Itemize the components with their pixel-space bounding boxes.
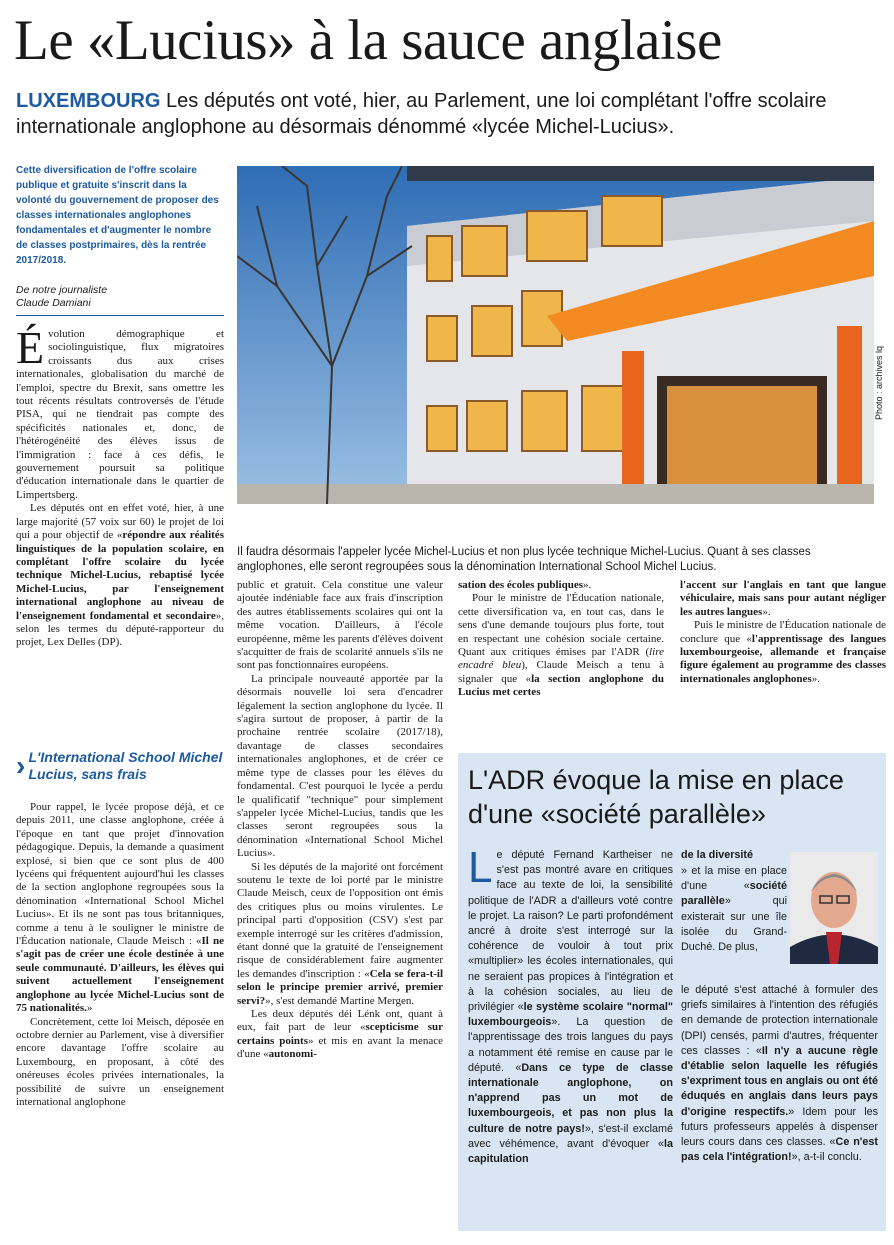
column-2	[237, 579, 443, 1062]
photo-credit: Photo : archives lq	[874, 345, 884, 420]
column-1-bottom	[16, 801, 224, 1109]
drop-cap: L	[468, 843, 493, 892]
deck-text: Les députés ont voté, hier, au Parlement, une loi complétant l'offre scolaire internationale anglophone au désormais dénommé «lycée Michel-Lucius».	[16, 90, 827, 138]
paragraph: Les députés ont en effet voté, hier, à une large majorité (57 voix sur 60) le projet de loi qui a pour objectif de «	[16, 502, 224, 542]
quote: Il ne s'agit pas de créer une école destinée à une seule communauté. D'ailleurs, les élèves qui suivent actuellement l'enseignement anglophone au lycée Michel-Lucius sont de 75 nationalités.	[16, 935, 224, 1015]
quote: sation des écoles publiques	[458, 579, 583, 591]
reference: lire encadré bleu	[458, 646, 664, 672]
deck	[16, 88, 884, 140]
box-column-2-bottom	[681, 983, 878, 1165]
box-column-1	[468, 843, 674, 1167]
subheading-text: L'International School Michel Lucius, sans frais	[28, 749, 223, 782]
paragraph: », selon les termes du député-rapporteur du projet, Lex Delles (DP).	[16, 609, 224, 649]
subheading	[16, 749, 226, 783]
paragraph: » et la mise en place d'une «société parallèle» qui existerait sur une île isolée du Grand-Duché. De plus,	[681, 865, 787, 954]
chevron-right-icon: ›	[16, 750, 26, 781]
school-photo	[237, 166, 874, 504]
quote: de la diversité	[681, 849, 754, 861]
paragraph: », s'est-il exclamé avec véhémence, avant d'évoquer «	[468, 1122, 674, 1150]
quote: l'accent sur l'anglais en tant que langue véhiculaire, mais sans pour autant négliger les autres langues	[680, 579, 886, 618]
drop-cap: É	[16, 322, 45, 373]
portrait-photo	[790, 852, 878, 964]
byline-role: De notre journaliste	[16, 284, 108, 296]
quote: répondre aux réalités linguistiques de la population scolaire, en complétant l'offre scolaire du lycée technique Michel-Lucius, rebaptisé lycée Michel-Lucius, par l'enseignement international anglophone au niveau de l'enseignement fondamental et secondaire	[16, 529, 224, 622]
box-column-2-top	[681, 848, 787, 863]
quote: le système scolaire "normal" luxembourgeois	[468, 1001, 673, 1029]
paragraph: Pour le ministre de l'Éducation nationale, cette diversification va, en tout cas, dans le sens d'une demande toujours plus forte, tout en respectant une cohésion sociale certaine. Quant aux critiques émises par l'ADR (	[458, 592, 664, 659]
column-3	[458, 579, 664, 700]
box-title: L'ADR évoque la mise en place d'une «société parallèle»	[468, 765, 844, 829]
quote: Dans ce type de classe internationale anglophone, on n'apprend pas un mot de luxembourgeois, et pas non plus la culture de notre pays!	[468, 1061, 673, 1135]
quote-close: »	[86, 1002, 93, 1015]
quote: l'apprentissage des langues luxembourgeoise, allemande et française figure également au programme des classes internationales anglophones	[680, 632, 886, 685]
quote: la capitulation	[468, 1137, 673, 1166]
paragraph: e député Fernand Kartheiser ne s'est pas montré avare en critiques face au texte de loi, la sensibilité politique de l'ADR a d'ailleurs voté contre le projet. La raison? Le parti profondément ancré à droite s'est interrogé sur la cohérence de vouloir à tout prix «multiplier» les écoles internationales, qui ne seraient pas propices à l'intégration et à la cohésion sociales, au lieu de privilégier «	[468, 849, 673, 1014]
byline	[16, 284, 224, 310]
paragraph: La principale nouveauté apportée par la désormais nouvelle loi sera d'encadrer légalement la section anglophone du lycée. Il s'agira surtout de proposer, à partir de la prochaine rentrée scolaire (2017/18), davantage de classes secondaires internationales anglophones, et de créer ce même type de classes pour les élèves du fondamental. C'est pourquoi le lycée a perdu le qualificatif "technique" pour simplement s'appeler lycée Michel-Lucius, tandis que les classes seront regroupées sous la dénomination «International School Michel Lucius».	[237, 672, 443, 860]
photo-caption: Il faudra désormais l'appeler lycée Michel-Lucius et non plus lycée technique Michel-Lucius. Quant à ses classes anglophones, elle seront regroupées sous la dénomination International School Michel Lucius.	[237, 546, 811, 573]
paragraph: volution démographique et sociolinguistique, flux migratoires croissants dus aux crises internationales, globalisation du marché de l'emploi, spectre du Brexit, sans omettre les tout récents résultats controversés de l'étude PISA, qui ne tiendrait pas compte des spécificités nationales et, donc, de l'hétérogénéité des élèves issus de l'immigration : face à ces défis, le gouvernement poursuit sa politique d'éducation internationale dans le quartier de Limpertsberg.	[16, 328, 224, 501]
paragraph: Pour rappel, le lycée propose déjà, et ce depuis 2011, une classe anglophone, créée à l'époque en tant que projet d'innovation pédagogique. Depuis, la demande a quasiment explosé, si bien que ce sont plus de 400 lycéens qui fréquentent aujourd'hui les classes de la section anglophone regroupées sous la dénomination «International School Michel Lucius». Et ils ne sont pas tous britanniques, comme a tenu à le souligner le ministre de l'Éducation nationale, Claude Meisch : «	[16, 801, 224, 948]
quote: Ce n'est pas cela l'intégration!	[681, 1136, 878, 1164]
quote: la section anglophone du Lucius met certes	[458, 672, 664, 699]
quote-close: ».	[762, 605, 771, 618]
intro-text: Cette diversification de l'offre scolaire publique et gratuite s'inscrit dans la volonté du gouvernement de proposer des classes internationales anglophones fondamentales et d'augmenter le nombre de classes postprimaires, dès la rentrée 2017/2018.	[16, 165, 219, 266]
quote: Il n'y a aucune règle d'établie selon laquelle les réfugiés s'expriment tous en anglais ou ont été éduqués en anglais dans leurs pays d'origine respectifs.	[681, 1044, 878, 1118]
paragraph: », s'est demandé Martine Mergen.	[265, 994, 415, 1007]
paragraph: Puis le ministre de l'Éducation nationale de conclure que «	[680, 619, 886, 645]
box-column-2-mid	[681, 864, 787, 955]
paragraph: Si les députés de la majorité ont forcément soutenu le texte de loi porté par le ministre Claude Meisch, ceux de l'opposition ont émis des critiques plus ou moins virulentes. Le principal parti d'opposition (CSV) s'est par exemple interrogé sur les critères d'admission, étant donné que la gratuité de l'enseignement risque de considérablement faire augmenter les demandes d'inscription : «	[237, 860, 443, 980]
quote-close: ».	[583, 579, 592, 591]
column-4	[680, 579, 886, 686]
paragraph: », a-t-il conclu.	[791, 1151, 862, 1164]
deck-kicker: LUXEMBOURG	[16, 90, 161, 112]
paragraph: le député s'est attaché à formuler des griefs similaires à l'intention des réfugiés en demande de protection internationale (DPI) censés, parmi d'autres, fréquenter ces classes : «	[681, 984, 878, 1057]
column-1-top	[16, 322, 224, 650]
paragraph: Concrètement, cette loi Meisch, déposée en octobre dernier au Parlement, vise à diversifier encore davantage l'offre scolaire au Luxembourg, en proposant, à côté des onéreuses écoles privées internationales, la possibilité de suivre un enseignement international anglophone	[16, 1015, 224, 1108]
paragraph: ». La question de l'apprentissage des trois langues du pays a notamment été remise en cause par le député. «	[468, 1016, 673, 1074]
quote-close: ».	[811, 672, 820, 685]
quote: scepticisme sur certains points	[237, 1021, 443, 1047]
paragraph: » Idem pour les futurs professeurs appelés à dispenser leurs cours dans ces classes. «	[681, 1105, 879, 1149]
paragraph: ), Claude Meisch a tenu à signaler que «	[458, 659, 664, 685]
byline-author: Claude Damiani	[16, 297, 91, 309]
divider	[16, 315, 224, 316]
quote: Cela se fera-t-il selon le principe premier arrivé, premier servi?	[237, 967, 444, 1007]
paragraph: public et gratuit. Cela constitue une valeur ajoutée indéniable face aux frais d'inscription des autres établissements scolaires qui ont la même vocation. D'ailleurs, à l'école européenne, même les parents d'élèves doivent s'acquitter de frais de scolarité annuels s'ils ne sont pas fonctionnaires européens.	[237, 579, 444, 672]
headline: Le «Lucius» à la sauce anglaise	[14, 9, 722, 72]
paragraph: » et mis en avant la menace d'une «	[237, 1034, 444, 1061]
quote: autonomi-	[268, 1048, 317, 1061]
paragraph: Les deux députés déi Lénk ont, quant à eux, fait part de leur «	[237, 1008, 443, 1034]
